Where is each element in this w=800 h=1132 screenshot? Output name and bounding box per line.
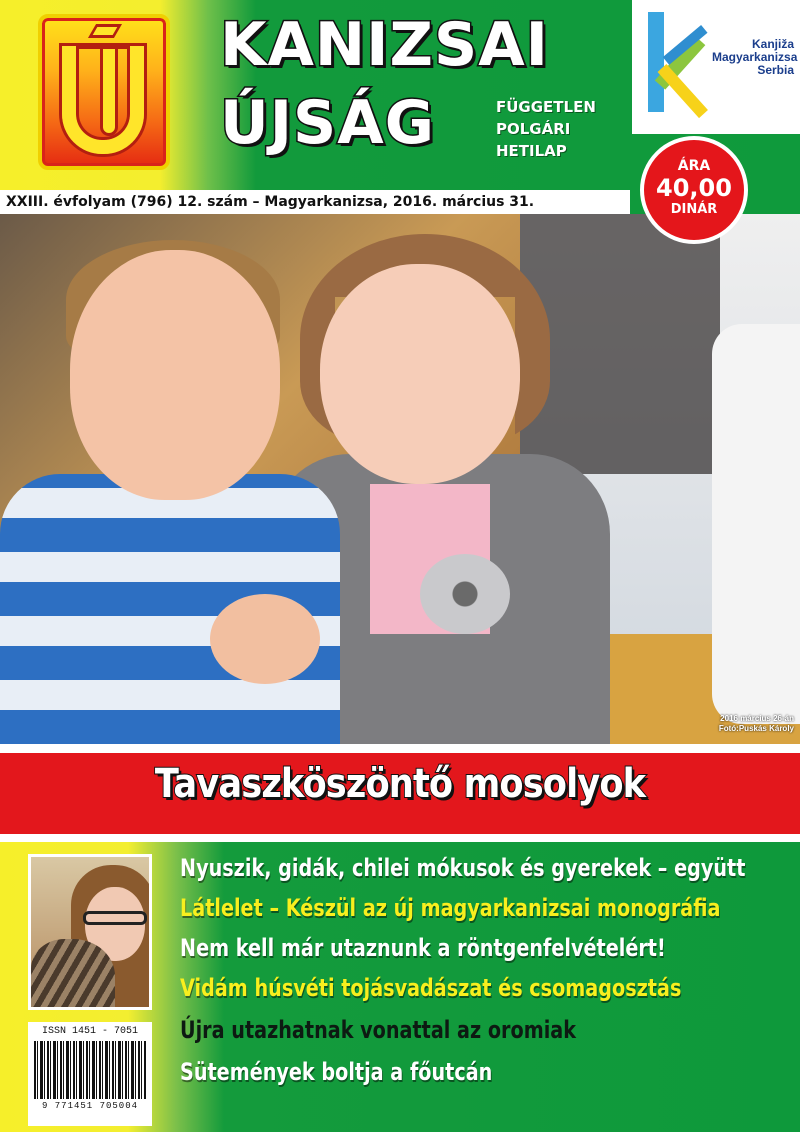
photo-background-dark [520,214,720,474]
partner-logo-line1: Kanjiža [751,37,794,51]
photo-credit [719,714,794,734]
partner-logo-line2: Magyarkanizsa [712,50,798,64]
thumbnail-photo [28,854,152,1010]
barcode-number: 9 771451 705004 [41,1101,138,1111]
masthead-title-line1: KANIZSAI [220,10,549,80]
photo-credit-author: Fotó:Puskás Károly [718,724,794,733]
partner-logo-text [712,37,798,77]
price-label: ÁRA [677,158,711,174]
photo-girl-face [320,264,520,484]
story-headline-3: Nem kell már utaznunk a röntgenfelvételért! [180,934,666,962]
story-headline-1: Nyuszik, gidák, chilei mókusok és gyerekek – együtt [180,854,746,882]
cover-photo [0,214,800,744]
tagline-line3: HETILAP [496,142,567,160]
tagline-line1: FÜGGETLEN [496,98,596,116]
price-currency: DINÁR [670,202,718,217]
masthead-tagline [496,96,596,162]
headline-bar [0,750,800,838]
photo-girl-brooch [420,554,510,634]
masthead-title-line2: ÚJSÁG [220,88,435,158]
partner-logo-k-arm2 [658,64,708,118]
thumbnail-glasses [83,911,147,925]
barcode [34,1041,146,1099]
photo-boy-face [70,250,280,500]
issue-info: XXIII. évfolyam (796) 12. szám – Magyarkanizsa, 2016. március 31. [0,190,630,214]
partner-logo-k-stem [648,12,664,112]
price-amount: 40,00 [656,174,732,202]
logo-accent-mark [88,24,122,38]
partner-logo [632,0,800,134]
issn-box [28,1022,152,1126]
partner-logo-line3: Serbia [757,63,794,77]
uj-logo [38,14,170,170]
story-headline-5: Újra utazhatnak vonattal az oromiak [180,1016,577,1044]
thumbnail-cat [31,939,115,1010]
price-badge [640,136,748,244]
issn-label: ISSN 1451 - 7051 [41,1026,138,1037]
main-headline: Tavaszköszöntő mosolyok [154,761,646,807]
story-headline-6: Sütemények boltja a főutcán [180,1058,493,1086]
bottom-section [0,842,800,1132]
tagline-line2: POLGÁRI [496,120,571,138]
photo-boy-hand [210,594,320,684]
photo-credit-date: 2016 március 26-án [720,714,794,723]
story-headline-4: Vidám húsvéti tojásvadászat és csomagosztás [180,974,682,1002]
logo-letter-j [100,46,118,136]
photo-bag [712,324,800,724]
story-headline-2: Látlelet – Készül az új magyarkanizsai monográfia [180,894,721,922]
